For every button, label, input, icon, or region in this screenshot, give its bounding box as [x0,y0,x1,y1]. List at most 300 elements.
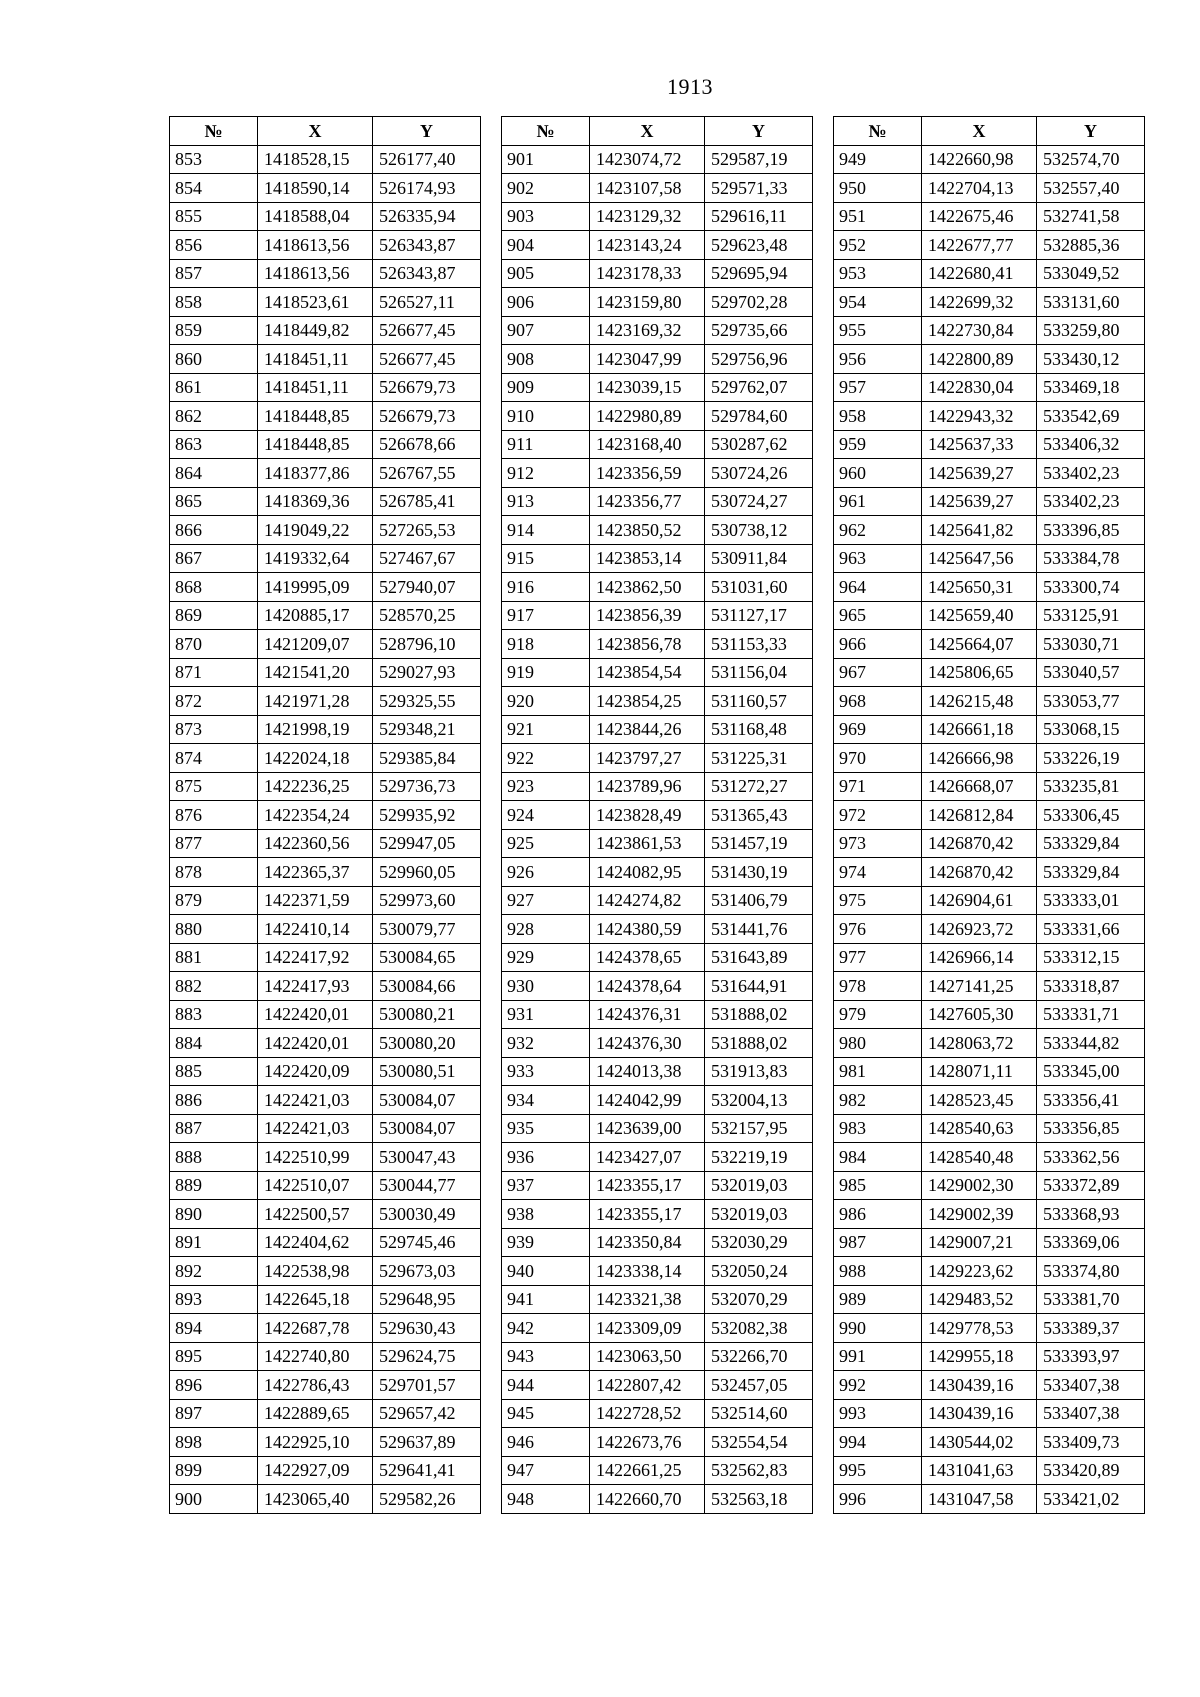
x-coordinate-cell: 1422830,04 [922,373,1037,402]
y-coordinate-cell: 531430,19 [705,858,813,887]
x-coordinate-cell: 1422538,98 [258,1257,373,1286]
point-number-cell: 902 [502,174,590,203]
point-number-cell: 906 [502,288,590,317]
table-row [834,1314,1145,1343]
y-coordinate-cell: 533402,23 [1037,487,1145,516]
point-number-cell: 962 [834,516,922,545]
header-y: Y [705,117,813,146]
x-coordinate-cell: 1422680,41 [922,259,1037,288]
y-coordinate-cell: 530084,07 [373,1114,481,1143]
y-coordinate-cell: 532157,95 [705,1114,813,1143]
table-row [834,715,1145,744]
point-number-cell: 924 [502,801,590,830]
table-row [170,288,481,317]
table-row [170,658,481,687]
x-coordinate-cell: 1425637,33 [922,430,1037,459]
point-number-cell: 994 [834,1428,922,1457]
x-coordinate-cell: 1422354,24 [258,801,373,830]
x-coordinate-cell: 1421971,28 [258,687,373,716]
point-number-cell: 903 [502,202,590,231]
table-row [834,430,1145,459]
table-row [170,1399,481,1428]
table-row [170,1057,481,1086]
x-coordinate-cell: 1430439,16 [922,1371,1037,1400]
point-number-cell: 988 [834,1257,922,1286]
point-number-cell: 896 [170,1371,258,1400]
table-row [502,1000,813,1029]
y-coordinate-cell: 529385,84 [373,744,481,773]
y-coordinate-cell: 527467,67 [373,544,481,573]
point-number-cell: 922 [502,744,590,773]
table-row [170,231,481,260]
x-coordinate-cell: 1423047,99 [590,345,705,374]
table-row [502,1057,813,1086]
point-number-cell: 868 [170,573,258,602]
table-row [170,1114,481,1143]
y-coordinate-cell: 532574,70 [1037,145,1145,174]
y-coordinate-cell: 526174,93 [373,174,481,203]
table-row [834,345,1145,374]
table-row [502,1371,813,1400]
y-coordinate-cell: 530287,62 [705,430,813,459]
x-coordinate-cell: 1424013,38 [590,1057,705,1086]
point-number-cell: 987 [834,1228,922,1257]
y-coordinate-cell: 529325,55 [373,687,481,716]
x-coordinate-cell: 1422807,42 [590,1371,705,1400]
x-coordinate-cell: 1426668,07 [922,772,1037,801]
x-coordinate-cell: 1422421,03 [258,1086,373,1115]
x-coordinate-cell: 1422943,32 [922,402,1037,431]
x-coordinate-cell: 1426870,42 [922,858,1037,887]
x-coordinate-cell: 1429223,62 [922,1257,1037,1286]
point-number-cell: 882 [170,972,258,1001]
table-header-row [502,117,813,146]
y-coordinate-cell: 526527,11 [373,288,481,317]
point-number-cell: 871 [170,658,258,687]
y-coordinate-cell: 531643,89 [705,943,813,972]
y-coordinate-cell: 529960,05 [373,858,481,887]
x-coordinate-cell: 1423854,54 [590,658,705,687]
y-coordinate-cell: 533409,73 [1037,1428,1145,1457]
point-number-cell: 945 [502,1399,590,1428]
point-number-cell: 920 [502,687,590,716]
point-number-cell: 983 [834,1114,922,1143]
table-row [834,1371,1145,1400]
point-number-cell: 915 [502,544,590,573]
y-coordinate-cell: 529641,41 [373,1456,481,1485]
y-coordinate-cell: 533344,82 [1037,1029,1145,1058]
x-coordinate-cell: 1418448,85 [258,430,373,459]
table-row [502,145,813,174]
point-number-cell: 954 [834,288,922,317]
x-coordinate-cell: 1422420,09 [258,1057,373,1086]
y-coordinate-cell: 526678,66 [373,430,481,459]
y-coordinate-cell: 526679,73 [373,373,481,402]
point-number-cell: 853 [170,145,258,174]
x-coordinate-cell: 1429002,30 [922,1171,1037,1200]
x-coordinate-cell: 1422404,62 [258,1228,373,1257]
y-coordinate-cell: 533318,87 [1037,972,1145,1001]
x-coordinate-cell: 1423107,58 [590,174,705,203]
x-coordinate-cell: 1418369,36 [258,487,373,516]
point-number-cell: 910 [502,402,590,431]
y-coordinate-cell: 529745,46 [373,1228,481,1257]
x-coordinate-cell: 1426923,72 [922,915,1037,944]
y-coordinate-cell: 533331,66 [1037,915,1145,944]
point-number-cell: 951 [834,202,922,231]
x-coordinate-cell: 1429007,21 [922,1228,1037,1257]
point-number-cell: 975 [834,886,922,915]
x-coordinate-cell: 1422660,70 [590,1485,705,1514]
table-row [834,288,1145,317]
table-row [834,1257,1145,1286]
y-coordinate-cell: 530738,12 [705,516,813,545]
point-number-cell: 989 [834,1285,922,1314]
y-coordinate-cell: 526785,41 [373,487,481,516]
table-row [834,1342,1145,1371]
point-number-cell: 939 [502,1228,590,1257]
x-coordinate-cell: 1428540,63 [922,1114,1037,1143]
table-row [834,174,1145,203]
table-row [834,744,1145,773]
point-number-cell: 940 [502,1257,590,1286]
point-number-cell: 967 [834,658,922,687]
y-coordinate-cell: 526177,40 [373,145,481,174]
table-row [170,1086,481,1115]
x-coordinate-cell: 1425639,27 [922,487,1037,516]
table-row [170,715,481,744]
point-number-cell: 949 [834,145,922,174]
x-coordinate-cell: 1427141,25 [922,972,1037,1001]
table-row [170,516,481,545]
x-coordinate-cell: 1422417,93 [258,972,373,1001]
point-number-cell: 936 [502,1143,590,1172]
point-number-cell: 877 [170,829,258,858]
x-coordinate-cell: 1423355,17 [590,1171,705,1200]
table-row [834,1399,1145,1428]
point-number-cell: 995 [834,1456,922,1485]
y-coordinate-cell: 530044,77 [373,1171,481,1200]
x-coordinate-cell: 1424274,82 [590,886,705,915]
table-row [834,1171,1145,1200]
x-coordinate-cell: 1423797,27 [590,744,705,773]
table-row [170,1371,481,1400]
x-coordinate-cell: 1418449,82 [258,316,373,345]
table-row [834,943,1145,972]
table-row [502,1399,813,1428]
y-coordinate-cell: 530030,49 [373,1200,481,1229]
x-coordinate-cell: 1423074,72 [590,145,705,174]
y-coordinate-cell: 532219,19 [705,1143,813,1172]
y-coordinate-cell: 529935,92 [373,801,481,830]
x-coordinate-cell: 1422510,07 [258,1171,373,1200]
table-row [834,601,1145,630]
point-number-cell: 888 [170,1143,258,1172]
point-number-cell: 901 [502,145,590,174]
x-coordinate-cell: 1425650,31 [922,573,1037,602]
table-row [502,687,813,716]
point-number-cell: 980 [834,1029,922,1058]
x-coordinate-cell: 1422024,18 [258,744,373,773]
y-coordinate-cell: 531031,60 [705,573,813,602]
y-coordinate-cell: 529762,07 [705,373,813,402]
x-coordinate-cell: 1422417,92 [258,943,373,972]
point-number-cell: 970 [834,744,922,773]
point-number-cell: 890 [170,1200,258,1229]
table-row [170,886,481,915]
y-coordinate-cell: 529673,03 [373,1257,481,1286]
y-coordinate-cell: 530080,51 [373,1057,481,1086]
table-row [502,1485,813,1514]
x-coordinate-cell: 1418377,86 [258,459,373,488]
table-row [170,1428,481,1457]
x-coordinate-cell: 1426966,14 [922,943,1037,972]
point-number-cell: 892 [170,1257,258,1286]
x-coordinate-cell: 1422728,52 [590,1399,705,1428]
y-coordinate-cell: 533369,06 [1037,1228,1145,1257]
header-number: № [170,117,258,146]
table-row [502,202,813,231]
x-coordinate-cell: 1422704,13 [922,174,1037,203]
x-coordinate-cell: 1426870,42 [922,829,1037,858]
y-coordinate-cell: 533406,32 [1037,430,1145,459]
point-number-cell: 926 [502,858,590,887]
x-coordinate-cell: 1419995,09 [258,573,373,602]
table-row [502,630,813,659]
x-coordinate-cell: 1422645,18 [258,1285,373,1314]
x-coordinate-cell: 1428540,48 [922,1143,1037,1172]
x-coordinate-cell: 1422980,89 [590,402,705,431]
y-coordinate-cell: 533226,19 [1037,744,1145,773]
point-number-cell: 893 [170,1285,258,1314]
table-row [502,1456,813,1485]
table-row [170,1143,481,1172]
y-coordinate-cell: 531888,02 [705,1000,813,1029]
header-x: X [258,117,373,146]
page-number: 1913 [667,74,713,99]
point-number-cell: 865 [170,487,258,516]
table-row [502,858,813,887]
table-row [170,345,481,374]
table-row [502,1029,813,1058]
y-coordinate-cell: 531225,31 [705,744,813,773]
x-coordinate-cell: 1422360,56 [258,829,373,858]
y-coordinate-cell: 527940,07 [373,573,481,602]
table-row [502,1257,813,1286]
header-number: № [834,117,922,146]
table-row [834,1456,1145,1485]
y-coordinate-cell: 529624,75 [373,1342,481,1371]
x-coordinate-cell: 1422660,98 [922,145,1037,174]
point-number-cell: 933 [502,1057,590,1086]
point-number-cell: 956 [834,345,922,374]
table-row [834,886,1145,915]
y-coordinate-cell: 530080,21 [373,1000,481,1029]
y-coordinate-cell: 532030,29 [705,1228,813,1257]
y-coordinate-cell: 533040,57 [1037,658,1145,687]
table-row [502,316,813,345]
x-coordinate-cell: 1423169,32 [590,316,705,345]
x-coordinate-cell: 1422730,84 [922,316,1037,345]
y-coordinate-cell: 533542,69 [1037,402,1145,431]
point-number-cell: 972 [834,801,922,830]
header-y: Y [373,117,481,146]
table-row [834,829,1145,858]
point-number-cell: 875 [170,772,258,801]
x-coordinate-cell: 1429002,39 [922,1200,1037,1229]
point-number-cell: 932 [502,1029,590,1058]
y-coordinate-cell: 531913,83 [705,1057,813,1086]
table-row [170,1171,481,1200]
point-number-cell: 937 [502,1171,590,1200]
y-coordinate-cell: 533469,18 [1037,373,1145,402]
x-coordinate-cell: 1423856,78 [590,630,705,659]
x-coordinate-cell: 1429778,53 [922,1314,1037,1343]
table-row [502,1285,813,1314]
y-coordinate-cell: 529947,05 [373,829,481,858]
y-coordinate-cell: 530724,27 [705,487,813,516]
point-number-cell: 883 [170,1000,258,1029]
x-coordinate-cell: 1422675,46 [922,202,1037,231]
point-number-cell: 961 [834,487,922,516]
table-row [502,1228,813,1257]
x-coordinate-cell: 1423063,50 [590,1342,705,1371]
point-number-cell: 948 [502,1485,590,1514]
point-number-cell: 899 [170,1456,258,1485]
x-coordinate-cell: 1425659,40 [922,601,1037,630]
x-coordinate-cell: 1422800,89 [922,345,1037,374]
table-row [834,1285,1145,1314]
y-coordinate-cell: 533131,60 [1037,288,1145,317]
x-coordinate-cell: 1430439,16 [922,1399,1037,1428]
table-row [502,1200,813,1229]
y-coordinate-cell: 529587,19 [705,145,813,174]
x-coordinate-cell: 1422925,10 [258,1428,373,1457]
x-coordinate-cell: 1422661,25 [590,1456,705,1485]
y-coordinate-cell: 533049,52 [1037,259,1145,288]
point-number-cell: 886 [170,1086,258,1115]
y-coordinate-cell: 533329,84 [1037,858,1145,887]
table-row [834,1114,1145,1143]
table-row [170,1456,481,1485]
x-coordinate-cell: 1428071,11 [922,1057,1037,1086]
x-coordinate-cell: 1418451,11 [258,373,373,402]
point-number-cell: 891 [170,1228,258,1257]
table-row [834,1057,1145,1086]
x-coordinate-cell: 1424378,65 [590,943,705,972]
table-row [170,744,481,773]
y-coordinate-cell: 526677,45 [373,316,481,345]
y-coordinate-cell: 531168,48 [705,715,813,744]
table-row [834,1000,1145,1029]
point-number-cell: 916 [502,573,590,602]
point-number-cell: 907 [502,316,590,345]
point-number-cell: 944 [502,1371,590,1400]
y-coordinate-cell: 531888,02 [705,1029,813,1058]
y-coordinate-cell: 533235,81 [1037,772,1145,801]
x-coordinate-cell: 1422420,01 [258,1000,373,1029]
x-coordinate-cell: 1422687,78 [258,1314,373,1343]
table-row [502,487,813,516]
y-coordinate-cell: 533030,71 [1037,630,1145,659]
y-coordinate-cell: 533407,38 [1037,1399,1145,1428]
point-number-cell: 870 [170,630,258,659]
y-coordinate-cell: 533430,12 [1037,345,1145,374]
y-coordinate-cell: 528570,25 [373,601,481,630]
y-coordinate-cell: 526679,73 [373,402,481,431]
point-number-cell: 908 [502,345,590,374]
x-coordinate-cell: 1420885,17 [258,601,373,630]
table-row [170,573,481,602]
point-number-cell: 904 [502,231,590,260]
y-coordinate-cell: 529637,89 [373,1428,481,1457]
y-coordinate-cell: 529616,11 [705,202,813,231]
y-coordinate-cell: 529695,94 [705,259,813,288]
y-coordinate-cell: 533396,85 [1037,516,1145,545]
x-coordinate-cell: 1428523,45 [922,1086,1037,1115]
y-coordinate-cell: 529657,42 [373,1399,481,1428]
y-coordinate-cell: 531441,76 [705,915,813,944]
point-number-cell: 927 [502,886,590,915]
table-row [170,202,481,231]
x-coordinate-cell: 1424376,31 [590,1000,705,1029]
table-row [170,316,481,345]
table-row [170,915,481,944]
y-coordinate-cell: 532741,58 [1037,202,1145,231]
y-coordinate-cell: 532266,70 [705,1342,813,1371]
table-row [502,915,813,944]
point-number-cell: 993 [834,1399,922,1428]
x-coordinate-cell: 1418528,15 [258,145,373,174]
y-coordinate-cell: 531127,17 [705,601,813,630]
table-row [834,972,1145,1001]
table-row [502,601,813,630]
table-row [502,1428,813,1457]
point-number-cell: 928 [502,915,590,944]
point-number-cell: 857 [170,259,258,288]
table-row [834,1228,1145,1257]
x-coordinate-cell: 1423039,15 [590,373,705,402]
point-number-cell: 934 [502,1086,590,1115]
x-coordinate-cell: 1429955,18 [922,1342,1037,1371]
y-coordinate-cell: 529348,21 [373,715,481,744]
point-number-cell: 862 [170,402,258,431]
table-row [170,1285,481,1314]
point-number-cell: 971 [834,772,922,801]
point-number-cell: 878 [170,858,258,887]
x-coordinate-cell: 1423355,17 [590,1200,705,1229]
point-number-cell: 858 [170,288,258,317]
y-coordinate-cell: 533345,00 [1037,1057,1145,1086]
point-number-cell: 887 [170,1114,258,1143]
point-number-cell: 879 [170,886,258,915]
header-x: X [590,117,705,146]
table-row [502,402,813,431]
table-header-row [170,117,481,146]
header-x: X [922,117,1037,146]
x-coordinate-cell: 1418448,85 [258,402,373,431]
table-row [834,1086,1145,1115]
x-coordinate-cell: 1423065,40 [258,1485,373,1514]
point-number-cell: 978 [834,972,922,1001]
x-coordinate-cell: 1418523,61 [258,288,373,317]
point-number-cell: 982 [834,1086,922,1115]
table-row [170,772,481,801]
point-number-cell: 938 [502,1200,590,1229]
x-coordinate-cell: 1429483,52 [922,1285,1037,1314]
table-row [170,1200,481,1229]
point-number-cell: 863 [170,430,258,459]
